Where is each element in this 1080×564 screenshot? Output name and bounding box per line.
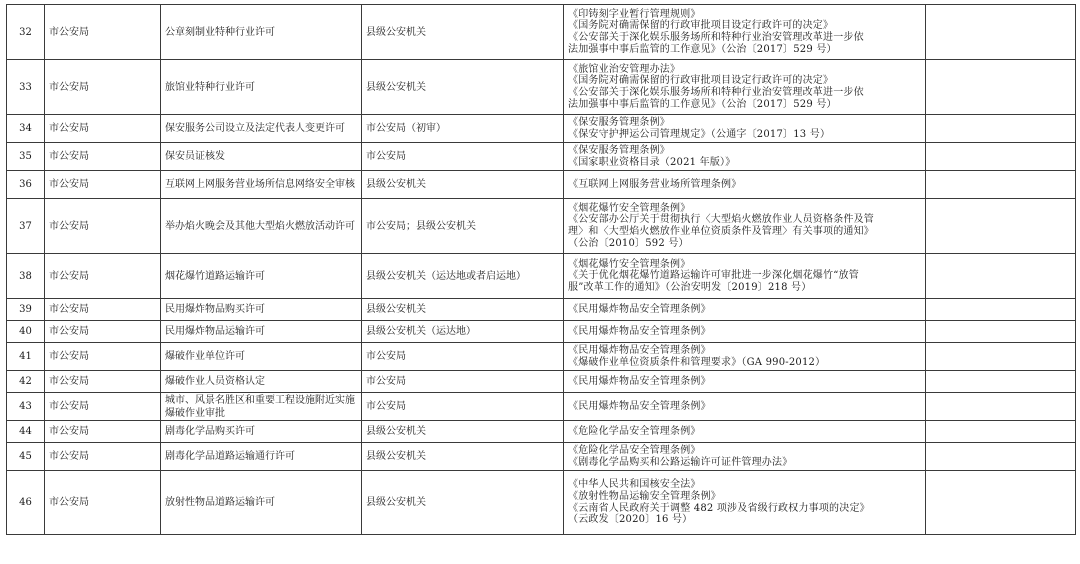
implementing-level-cell: 县级公安机关	[362, 171, 564, 199]
legal-basis-line: 《公安部关于深化娱乐服务场所和特种行业治安管理改革进一步依	[568, 87, 864, 98]
legal-basis-cell	[564, 115, 926, 143]
table-row	[7, 393, 1076, 421]
legal-basis-cell	[564, 443, 926, 471]
permit-item-cell: 烟花爆竹道路运输许可	[161, 254, 362, 299]
remarks-cell	[926, 343, 1076, 371]
table-row	[7, 471, 1076, 535]
table-row	[7, 60, 1076, 115]
legal-basis-cell	[564, 471, 926, 535]
row-number: 43	[7, 393, 45, 421]
row-number: 41	[7, 343, 45, 371]
legal-basis-line: 《保安守护押运公司管理规定》（公通字〔2017〕13 号）	[568, 128, 831, 140]
legal-basis-cell	[564, 5, 926, 60]
legal-basis-line: 《民用爆炸物品安全管理条例》	[568, 344, 711, 356]
row-number: 35	[7, 143, 45, 171]
permit-item-cell: 爆破作业单位许可	[161, 343, 362, 371]
table-row	[7, 343, 1076, 371]
table-row	[7, 5, 1076, 60]
legal-basis-line: （云政发〔2020〕16 号）	[568, 514, 693, 526]
row-number: 45	[7, 443, 45, 471]
table-row	[7, 199, 1076, 254]
permit-item-cell: 保安员证核发	[161, 143, 362, 171]
legal-basis-cell	[564, 254, 926, 299]
legal-basis-cell	[564, 393, 926, 421]
department-cell: 市公安局	[45, 254, 161, 299]
department-cell: 市公安局	[45, 299, 161, 321]
legal-basis-line: 《危险化学品安全管理条例》	[568, 425, 701, 437]
implementing-level-cell: 县级公安机关（运达地）	[362, 321, 564, 343]
legal-basis-line: 《国家职业资格目录（2021 年版）》	[568, 156, 736, 168]
implementing-level-cell: 市公安局	[362, 393, 564, 421]
remarks-cell	[926, 471, 1076, 535]
implementing-level-cell: 县级公安机关	[362, 471, 564, 535]
table-row	[7, 421, 1076, 443]
permit-item-cell: 剧毒化学品道路运输通行许可	[161, 443, 362, 471]
implementing-level-cell: 市公安局；县级公安机关	[362, 199, 564, 254]
row-number: 32	[7, 5, 45, 60]
legal-basis-cell	[564, 171, 926, 199]
department-cell: 市公安局	[45, 443, 161, 471]
department-cell: 市公安局	[45, 393, 161, 421]
permit-item-cell: 剧毒化学品购买许可	[161, 421, 362, 443]
implementing-level-cell: 县级公安机关	[362, 299, 564, 321]
legal-basis-line: 《剧毒化学品购买和公路运输许可证件管理办法》	[568, 456, 793, 468]
implementing-level-cell: 市公安局	[362, 143, 564, 171]
legal-basis-line: 法加强事中事后监管的工作意见》（公治〔2017〕529 号）	[568, 98, 837, 110]
legal-basis-line: （公治〔2010〕592 号）	[568, 237, 689, 249]
permit-item-cell: 爆破作业人员资格认定	[161, 371, 362, 393]
remarks-cell	[926, 299, 1076, 321]
legal-basis-line: 《烟花爆竹安全管理条例》	[568, 202, 691, 214]
legal-basis-line: 《危险化学品安全管理条例》	[568, 444, 701, 456]
permit-table-body	[7, 5, 1076, 535]
remarks-cell	[926, 143, 1076, 171]
legal-basis-line: 《民用爆炸物品安全管理条例》	[568, 325, 711, 337]
legal-basis-line: 《关于优化烟花爆竹道路运输许可审批进一步深化烟花爆竹“放管	[568, 270, 859, 282]
remarks-cell	[926, 321, 1076, 343]
legal-basis-cell	[564, 421, 926, 443]
table-row	[7, 443, 1076, 471]
department-cell: 市公安局	[45, 5, 161, 60]
legal-basis-line: 《印铸刻字业暂行管理规则》	[568, 8, 701, 20]
legal-basis-line: 《民用爆炸物品安全管理条例》	[568, 375, 711, 387]
row-number: 42	[7, 371, 45, 393]
remarks-cell	[926, 115, 1076, 143]
row-number: 33	[7, 60, 45, 115]
remarks-cell	[926, 371, 1076, 393]
row-number: 36	[7, 171, 45, 199]
permit-item-cell: 保安服务公司设立及法定代表人变更许可	[161, 115, 362, 143]
remarks-cell	[926, 254, 1076, 299]
legal-basis-cell	[564, 199, 926, 254]
legal-basis-line: 《互联网上网服务营业场所管理条例》	[568, 178, 742, 190]
table-row	[7, 371, 1076, 393]
department-cell: 市公安局	[45, 115, 161, 143]
legal-basis-line: 《保安服务管理条例》	[568, 116, 670, 128]
remarks-cell	[926, 393, 1076, 421]
legal-basis-cell	[564, 60, 926, 115]
remarks-cell	[926, 60, 1076, 115]
table-row	[7, 321, 1076, 343]
row-number: 38	[7, 254, 45, 299]
department-cell: 市公安局	[45, 471, 161, 535]
department-cell: 市公安局	[45, 371, 161, 393]
department-cell: 市公安局	[45, 143, 161, 171]
department-cell: 市公安局	[45, 343, 161, 371]
legal-basis-cell	[564, 321, 926, 343]
legal-basis-line: 《云南省人民政府关于调整 482 项涉及省级行政权力事项的决定》	[568, 502, 870, 514]
legal-basis-line: 《公安部办公厅关于贯彻执行〈大型焰火燃放作业人员资格条件及管	[568, 214, 874, 226]
permit-item-cell: 民用爆炸物品运输许可	[161, 321, 362, 343]
legal-basis-line: 理〉和〈大型焰火燃放作业单位资质条件及管理〉有关事项的通知》	[568, 226, 874, 237]
row-number: 37	[7, 199, 45, 254]
row-number: 46	[7, 471, 45, 535]
legal-basis-cell	[564, 299, 926, 321]
permit-item-cell: 放射性物品道路运输许可	[161, 471, 362, 535]
department-cell: 市公安局	[45, 321, 161, 343]
table-row	[7, 254, 1076, 299]
row-number: 39	[7, 299, 45, 321]
legal-basis-line: 《民用爆炸物品安全管理条例》	[568, 400, 711, 412]
implementing-level-cell: 县级公安机关（运达地或者启运地）	[362, 254, 564, 299]
implementing-level-cell: 市公安局	[362, 371, 564, 393]
legal-basis-cell	[564, 143, 926, 171]
remarks-cell	[926, 421, 1076, 443]
table-row	[7, 143, 1076, 171]
row-number: 40	[7, 321, 45, 343]
department-cell: 市公安局	[45, 171, 161, 199]
table-row	[7, 171, 1076, 199]
implementing-level-cell: 县级公安机关	[362, 443, 564, 471]
department-cell: 市公安局	[45, 199, 161, 254]
legal-basis-line: 《爆破作业单位资质条件和管理要求》（GA 990-2012）	[568, 356, 826, 368]
implementing-level-cell: 县级公安机关	[362, 5, 564, 60]
implementing-level-cell: 县级公安机关	[362, 60, 564, 115]
table-row	[7, 299, 1076, 321]
legal-basis-cell	[564, 343, 926, 371]
remarks-cell	[926, 5, 1076, 60]
legal-basis-line: 《公安部关于深化娱乐服务场所和特种行业治安管理改革进一步依	[568, 32, 864, 43]
department-cell: 市公安局	[45, 60, 161, 115]
legal-basis-line: 《放射性物品运输安全管理条例》	[568, 490, 721, 502]
row-number: 34	[7, 115, 45, 143]
legal-basis-line: 《国务院对确需保留的行政审批项目设定行政许可的决定》	[568, 75, 834, 87]
row-number: 44	[7, 421, 45, 443]
permit-item-cell: 互联网上网服务营业场所信息网络安全审核	[161, 171, 362, 199]
legal-basis-line: 《中华人民共和国核安全法》	[568, 479, 701, 491]
legal-basis-line: 《旅馆业治安管理办法》	[568, 63, 681, 75]
remarks-cell	[926, 171, 1076, 199]
permit-item-cell: 举办焰火晚会及其他大型焰火燃放活动许可	[161, 199, 362, 254]
implementing-level-cell: 县级公安机关	[362, 421, 564, 443]
legal-basis-line: 服”改革工作的通知》（公治安明发〔2019〕218 号）	[568, 281, 812, 293]
remarks-cell	[926, 199, 1076, 254]
permit-item-cell: 旅馆业特种行业许可	[161, 60, 362, 115]
department-cell: 市公安局	[45, 421, 161, 443]
legal-basis-line: 《民用爆炸物品安全管理条例》	[568, 303, 711, 315]
implementing-level-cell: 市公安局（初审）	[362, 115, 564, 143]
implementing-level-cell: 市公安局	[362, 343, 564, 371]
legal-basis-cell	[564, 371, 926, 393]
table-row	[7, 115, 1076, 143]
permit-item-cell: 公章刻制业特种行业许可	[161, 5, 362, 60]
legal-basis-line: 《保安服务管理条例》	[568, 144, 670, 156]
legal-basis-line: 法加强事中事后监管的工作意见》（公治〔2017〕529 号）	[568, 43, 837, 55]
legal-basis-line: 《国务院对确需保留的行政审批项目设定行政许可的决定》	[568, 20, 834, 32]
remarks-cell	[926, 443, 1076, 471]
legal-basis-line: 《烟花爆竹安全管理条例》	[568, 258, 691, 270]
permit-item-cell: 城市、风景名胜区和重要工程设施附近实施爆破作业审批	[161, 393, 362, 421]
permit-table	[6, 4, 1076, 535]
permit-item-cell: 民用爆炸物品购买许可	[161, 299, 362, 321]
